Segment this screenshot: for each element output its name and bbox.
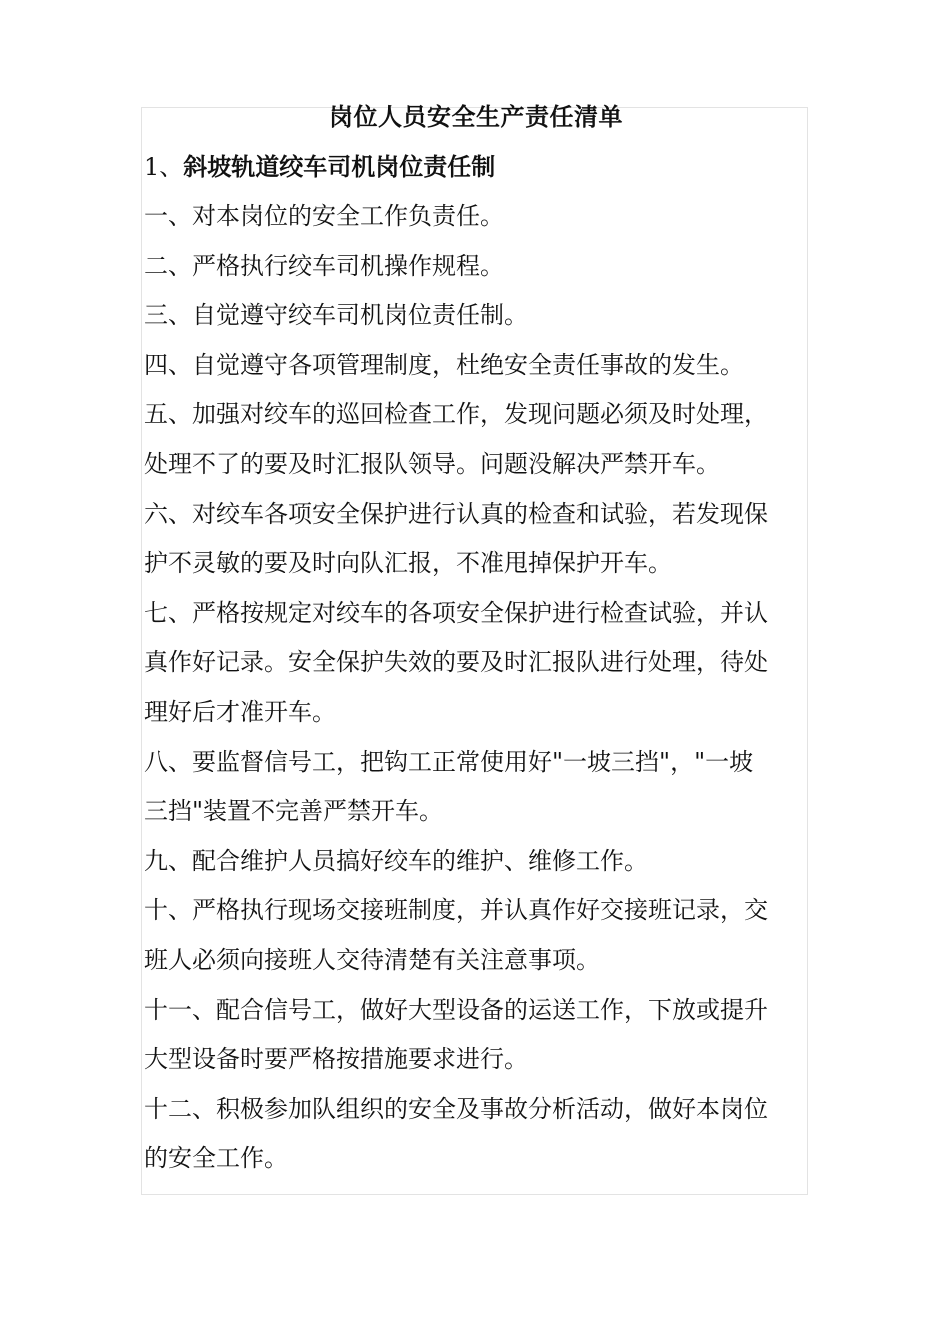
list-item-line: 班人必须向接班人交待清楚有关注意事项。: [144, 945, 600, 974]
list-item-line: 理好后才准开车。: [144, 697, 336, 726]
list-item-line: 十二、积极参加队组织的安全及事故分析活动，做好本岗位: [144, 1094, 768, 1123]
list-item-line: 一、对本岗位的安全工作负责任。: [144, 202, 504, 230]
list-item-line: 二、严格执行绞车司机操作规程。: [144, 251, 504, 280]
list-item-line: 三挡"装置不完善严禁开车。: [144, 797, 444, 826]
list-item-line: 三、自觉遵守绞车司机岗位责任制。: [144, 301, 528, 330]
section-number: 1、: [144, 153, 184, 181]
section-heading-text: 斜坡轨道绞车司机岗位责任制: [183, 152, 496, 181]
list-item-line: 护不灵敏的要及时向队汇报，不准甩掉保护开车。: [144, 549, 672, 578]
list-item-line: 九、配合维护人员搞好绞车的维护、维修工作。: [144, 846, 648, 875]
list-item-line: 七、严格按规定对绞车的各项安全保护进行检查试验，并认: [144, 598, 768, 627]
list-item-line: 真作好记录。安全保护失效的要及时汇报队进行处理，待处: [144, 648, 768, 677]
list-item-line: 八、要监督信号工，把钩工正常使用好"一坡三挡"，"一坡: [144, 747, 754, 776]
list-item-line: 处理不了的要及时汇报队领导。问题没解决严禁开车。: [144, 449, 720, 478]
list-item-line: 四、自觉遵守各项管理制度，杜绝安全责任事故的发生。: [144, 350, 744, 379]
responsibility-list: [144, 192, 808, 1184]
list-item-line: 五、加强对绞车的巡回检查工作，发现问题必须及时处理，: [144, 400, 768, 429]
document-title: 岗位人员安全生产责任清单: [329, 102, 623, 131]
list-item-line: 十一、配合信号工，做好大型设备的运送工作，下放或提升: [144, 995, 768, 1024]
section-heading: [144, 142, 808, 192]
list-item-line: 十、严格执行现场交接班制度，并认真作好交接班记录，交: [144, 896, 768, 925]
list-item-line: 大型设备时要严格按措施要求进行。: [144, 1045, 528, 1074]
list-item-line: 六、对绞车各项安全保护进行认真的检查和试验，若发现保: [144, 499, 768, 528]
document-body: [144, 92, 808, 1184]
list-item-line: 的安全工作。: [144, 1144, 288, 1173]
